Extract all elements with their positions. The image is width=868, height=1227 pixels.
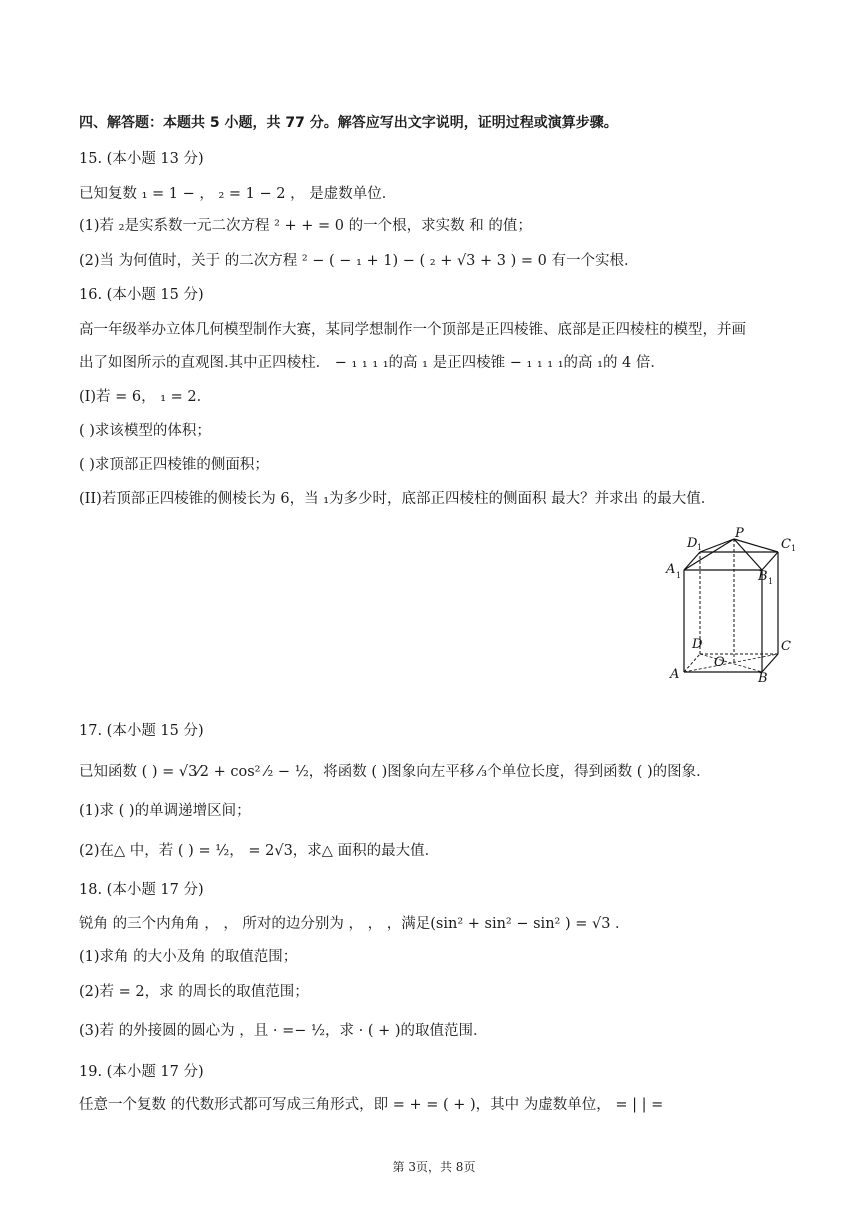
label-B1: B — [758, 569, 768, 584]
section-heading: 四、解答题：本题共 5 小题，共 77 分。解答应写出文字说明，证明过程或演算步骤。 — [79, 115, 618, 131]
problem-18-part-3: (3)若 的外接圆的圆心为 ，且 · =− ½，求 · ( + )的取值范围． — [79, 1023, 488, 1039]
label-P: P — [735, 526, 744, 541]
problem-16-header: 16. (本小题 15 分) — [79, 287, 204, 303]
problem-17-part-1: (1)求 ( )的单调递增区间； — [79, 803, 251, 819]
label-A1-sub: 1 — [676, 571, 682, 580]
label-C1-sub: 1 — [791, 544, 797, 553]
page-footer: 第 3页，共 8页 — [392, 1160, 476, 1174]
problem-16-part-I-i: ( )求该模型的体积； — [79, 423, 211, 439]
label-B1-sub: 1 — [768, 577, 774, 586]
problem-18-header: 18. (本小题 17 分) — [79, 882, 204, 898]
label-C: C — [781, 639, 791, 654]
problem-16-statement-1: 高一年级举办立体几何模型制作大赛，某同学想制作一个顶部是正四棱锥、底部是正四棱柱的模型，并画 — [79, 322, 746, 338]
problem-16-statement-2: 出了如图所示的直观图.其中正四棱柱． − ₁ ₁ ₁ ₁的高 ₁ 是正四棱锥 − ₁ ₁ ₁ ₁的高 ₁的 4 倍． — [79, 355, 665, 371]
problem-17-statement: 已知函数 ( ) = √3⁄2 + cos² ⁄₂ − ½，将函数 ( )图象向左平移 ⁄₃个单位长度，得到函数 ( )的图象． — [79, 764, 711, 780]
problem-18-statement: 锐角 的三个内角角 ， ， 所对的边分别为 ， ， ，满足(sin² + sin² − sin² ) = √3 ． — [79, 916, 630, 932]
label-D1-sub: 1 — [697, 543, 703, 552]
problem-19-header: 19. (本小题 17 分) — [79, 1064, 204, 1080]
problem-19-statement: 任意一个复数 的代数形式都可写成三角形式，即 = + = ( + )，其中 为虚数单位， = | | = — [79, 1097, 664, 1113]
problem-18-part-1: (1)求角 的大小及角 的取值范围； — [79, 949, 298, 965]
problem-15-part-2: (2)当 为何值时，关于 的二次方程 ² − ( − ₁ + 1) − ( ₂ + √3 + 3 ) = 0 有一个实根． — [79, 253, 639, 269]
problem-15-statement: 已知复数 ₁ = 1 − ， ₂ = 1 − 2 ， 是虚数单位． — [79, 186, 397, 202]
label-O: O — [714, 655, 725, 670]
prism-pyramid-figure — [662, 526, 802, 688]
problem-17-part-2: (2)在△ 中，若 ( ) = ½， = 2√3，求△ 面积的最大值． — [79, 843, 440, 859]
problem-16-part-I: (I)若 = 6， ₁ = 2． — [79, 389, 212, 405]
problem-17-header: 17. (本小题 15 分) — [79, 723, 204, 739]
problem-15-part-1: (1)若 ₂是实系数一元二次方程 ² + + = 0 的一个根，求实数 和 的值； — [79, 218, 532, 234]
problem-16-part-II: (II)若顶部正四棱锥的侧棱长为 6，当 ₁为多少时，底部正四棱柱的侧面积 最大？并求出 的最大值． — [79, 491, 716, 507]
label-B: B — [758, 671, 768, 686]
label-D: D — [692, 637, 703, 652]
problem-15-header: 15. (本小题 13 分) — [79, 151, 204, 167]
label-A1: A — [666, 562, 676, 577]
problem-16-part-I-ii: ( )求顶部正四棱锥的侧面积； — [79, 457, 269, 473]
label-C1: C — [781, 537, 791, 552]
label-D1: D — [687, 536, 698, 551]
problem-18-part-2: (2)若 = 2，求 的周长的取值范围； — [79, 984, 309, 1000]
label-A: A — [670, 667, 680, 682]
